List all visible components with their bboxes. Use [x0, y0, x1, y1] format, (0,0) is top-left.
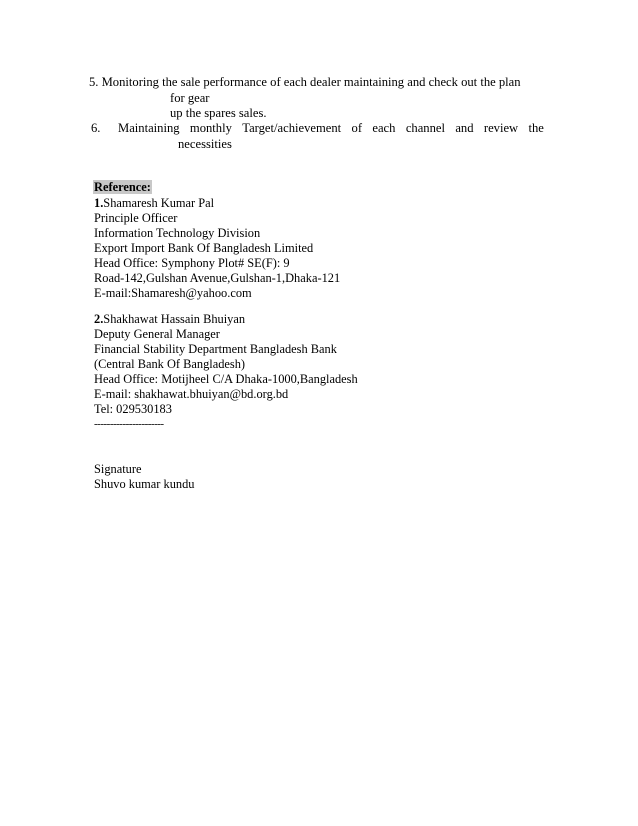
reference-1-organization: Export Import Bank Of Bangladesh Limited	[94, 241, 314, 255]
task-6-word: monthly	[189, 121, 232, 135]
signature-name: Shuvo kumar kundu	[94, 477, 195, 491]
task-6-word: the	[528, 121, 544, 135]
reference-1-name: Shamaresh Kumar Pal	[103, 196, 215, 210]
reference-2-number: 2.	[94, 312, 104, 326]
reference-1-head-office: Head Office: Symphony Plot# SE(F): 9	[94, 256, 290, 270]
task-5-continuation-1: for gear	[170, 91, 210, 105]
reference-2-name: Shakhawat Hassain Bhuiyan	[103, 312, 246, 326]
task-6-word: of	[351, 121, 363, 135]
signature-label: Signature	[94, 462, 142, 476]
reference-1-number: 1.	[94, 196, 104, 210]
task-6-word: review	[483, 121, 519, 135]
task-6-number: 6.	[91, 121, 101, 135]
task-6-word: each	[372, 121, 396, 135]
reference-heading-text: Reference:	[94, 180, 151, 194]
task-6-text	[118, 121, 544, 136]
task-5-continuation-2: up the spares sales.	[170, 106, 267, 120]
reference-1-title: Principle Officer	[94, 211, 178, 225]
reference-2-phone: Tel: 029530183	[94, 402, 172, 416]
task-5-text: Monitoring the sale performance of each dealer maintaining and check out the plan	[101, 75, 521, 89]
reference-2-department: Financial Stability Department Bangladesh Bank	[94, 342, 337, 356]
task-6-word: Maintaining	[118, 121, 180, 135]
reference-1-division: Information Technology Division	[94, 226, 261, 240]
reference-heading	[93, 180, 152, 195]
reference-2-name-line	[94, 312, 245, 327]
reference-2-email: E-mail: shakhawat.bhuiyan@bd.org.bd	[94, 387, 289, 401]
task-5-line	[89, 75, 521, 90]
reference-2-head-office: Head Office: Motijheel C/A Dhaka-1000,Bangladesh	[94, 372, 358, 386]
task-6-word: Target/achievement	[242, 121, 342, 135]
reference-1-name-line	[94, 196, 214, 211]
signature-line: ----------------------	[94, 418, 164, 430]
task-6-word: channel	[405, 121, 445, 135]
task-6-continuation-1: necessities	[178, 137, 232, 151]
task-6-word: and	[455, 121, 474, 135]
task-5-number: 5.	[89, 75, 99, 89]
reference-1-address: Road-142,Gulshan Avenue,Gulshan-1,Dhaka-121	[94, 271, 341, 285]
reference-2-organization: (Central Bank Of Bangladesh)	[94, 357, 246, 371]
reference-2-title: Deputy General Manager	[94, 327, 220, 341]
reference-1-email: E-mail:Shamaresh@yahoo.com	[94, 286, 252, 300]
